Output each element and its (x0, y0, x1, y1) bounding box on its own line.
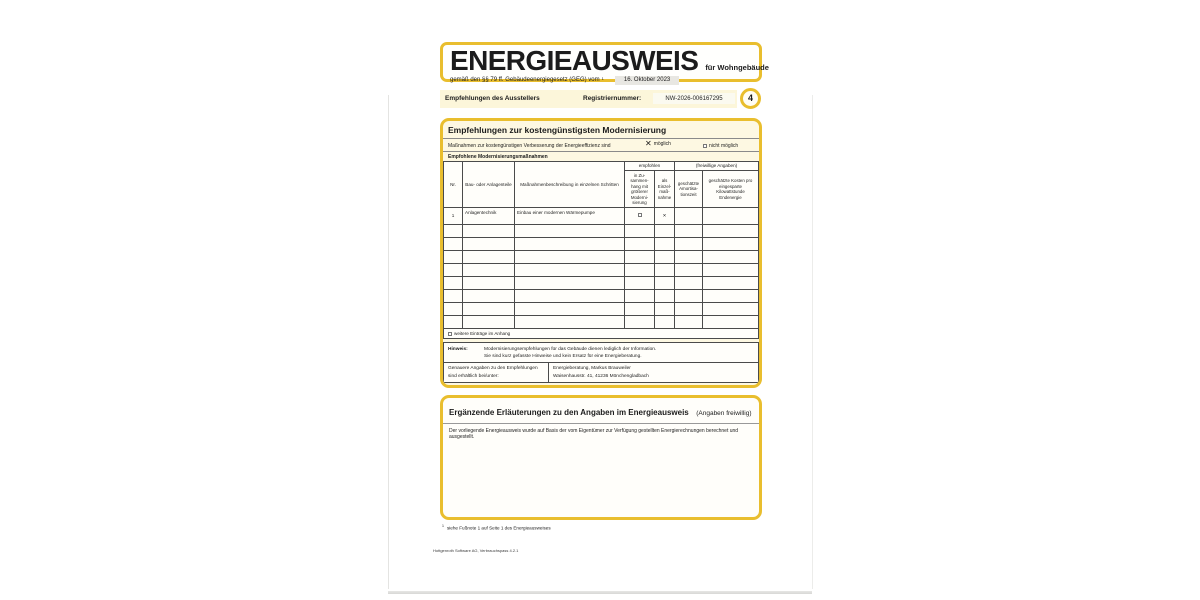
empty-table-row (444, 238, 759, 251)
row-context-cell (625, 208, 655, 225)
registration-number: NW-2026-006167295 (653, 93, 735, 104)
col-header-description: Maßnahmenbeschreibung in einzelnen Schritten (515, 162, 625, 208)
row-part: Anlagentechnik (463, 208, 515, 225)
empty-table-row (444, 277, 759, 290)
registration-label: Registriernummer: (583, 95, 642, 102)
col-group-recommended: empfohlen (625, 162, 675, 171)
issuer-section-label: Empfehlungen des Ausstellers (445, 95, 540, 102)
details-row (443, 363, 759, 383)
possible-row (443, 139, 759, 152)
more-entries-label: weitere Einträge im Anhang (454, 331, 511, 336)
law-reference: gemäß den §§ 79 ff. Gebäudeenergiegesetz (GEG) vom (450, 77, 600, 83)
empty-table-row (444, 316, 759, 329)
supplement-title: Ergänzende Erläuterungen zu den Angaben im Energieausweis (449, 408, 689, 417)
supplementary-explanations-box (440, 395, 762, 520)
checkbox-unchecked-icon (448, 332, 452, 336)
hinweis-line2: Sie sind kurz gefasste Hinweise und kein Ersatz für eine Energieberatung. (484, 353, 642, 359)
col-header-part: Bau- oder Anlagenteile (463, 162, 515, 208)
document-title: ENERGIEAUSWEIS (450, 45, 699, 76)
empty-table-row (444, 264, 759, 277)
supplement-title-note: (Angaben freiwillig) (696, 410, 752, 417)
details-label: Genauere Angaben zu den Empfehlungen sind erhältlich bei/unter: (448, 366, 538, 379)
footnote-marker: 1 (601, 75, 604, 81)
hinweis-line1: Modernisierungsempfehlungen für das Gebäude dienen lediglich der Information. (484, 346, 657, 352)
possible-option (645, 140, 671, 148)
table-row (444, 208, 759, 225)
col-header-cost: geschätzte Kosten pro eingesparte Kilowattstunde Endenergie (703, 171, 759, 208)
provider-address: Waisenhausstr. 41, 41236 Mönchengladbach (553, 373, 649, 379)
col-header-nr: Nr. (444, 162, 463, 208)
possible-label: möglich (653, 141, 671, 147)
col-group-voluntary: (freiwillige Angaben) (675, 162, 759, 171)
more-entries-row (443, 329, 759, 339)
row-description: Einbau einer modernen Wärmepumpe (515, 208, 625, 225)
table-caption: Empfohlene Modernisierungsmaßnahmen (448, 154, 548, 160)
hinweis-label: Hinweis: (448, 346, 468, 352)
not-possible-option (703, 143, 738, 149)
col-header-context: in Zu- sammen- hang mit größerer Moderni- sierung (625, 171, 655, 208)
hinweis-note (443, 342, 759, 363)
modernization-recommendations-box (440, 118, 762, 388)
row-single-cell: ✕ (655, 208, 675, 225)
checkbox-unchecked-icon (703, 144, 707, 148)
col-header-amortization: geschätzte Amortisa- tionszeit (675, 171, 703, 208)
empty-table-row (444, 303, 759, 316)
empty-table-row (444, 290, 759, 303)
page-number-badge: 4 (740, 88, 761, 109)
not-possible-label: nicht möglich (709, 143, 739, 149)
law-date: 16. Oktober 2023 (615, 76, 679, 85)
building-type-label: für Wohngebäude (705, 63, 769, 72)
row-nr: 1 (444, 208, 463, 225)
energieausweis-page (440, 0, 769, 600)
checkbox-unchecked-icon (638, 213, 642, 217)
supplement-body: Der vorliegende Energieausweis wurde auf Basis der vom Eigentümer zur Verfügung gestellten Energierechnungen berechnet und ausgestellt. (449, 428, 739, 440)
modernization-table (443, 161, 759, 329)
page-edge-right (812, 95, 813, 589)
provider-name: Energieberatung, Markus Brauweiler (553, 366, 631, 372)
col-header-single: als Einzel- maß- nahme (655, 171, 675, 208)
title-box (440, 42, 769, 83)
empty-table-row (444, 251, 759, 264)
meta-strip (440, 90, 737, 108)
recommendations-title: Empfehlungen zur kostengünstigsten Modernisierung (443, 121, 759, 139)
efficiency-statement: Maßnahmen zur kostengünstigen Verbesserung der Energieeffizienz sind (448, 143, 611, 149)
row-amortization-cell (675, 208, 703, 225)
empty-table-row (444, 225, 759, 238)
provider-info (548, 363, 758, 382)
x-mark-icon: ✕ (645, 139, 652, 148)
page-edge-left (388, 95, 389, 589)
footnote-text: siehe Fußnote 1 auf Seite 1 des Energieausweises (446, 525, 551, 531)
page-footnote (442, 524, 551, 531)
software-credit: Hottgenroth Software AG, Verbrauchspass 4.2.1 (433, 548, 519, 553)
footnote-marker: 1 (442, 524, 444, 528)
row-cost-cell (703, 208, 759, 225)
